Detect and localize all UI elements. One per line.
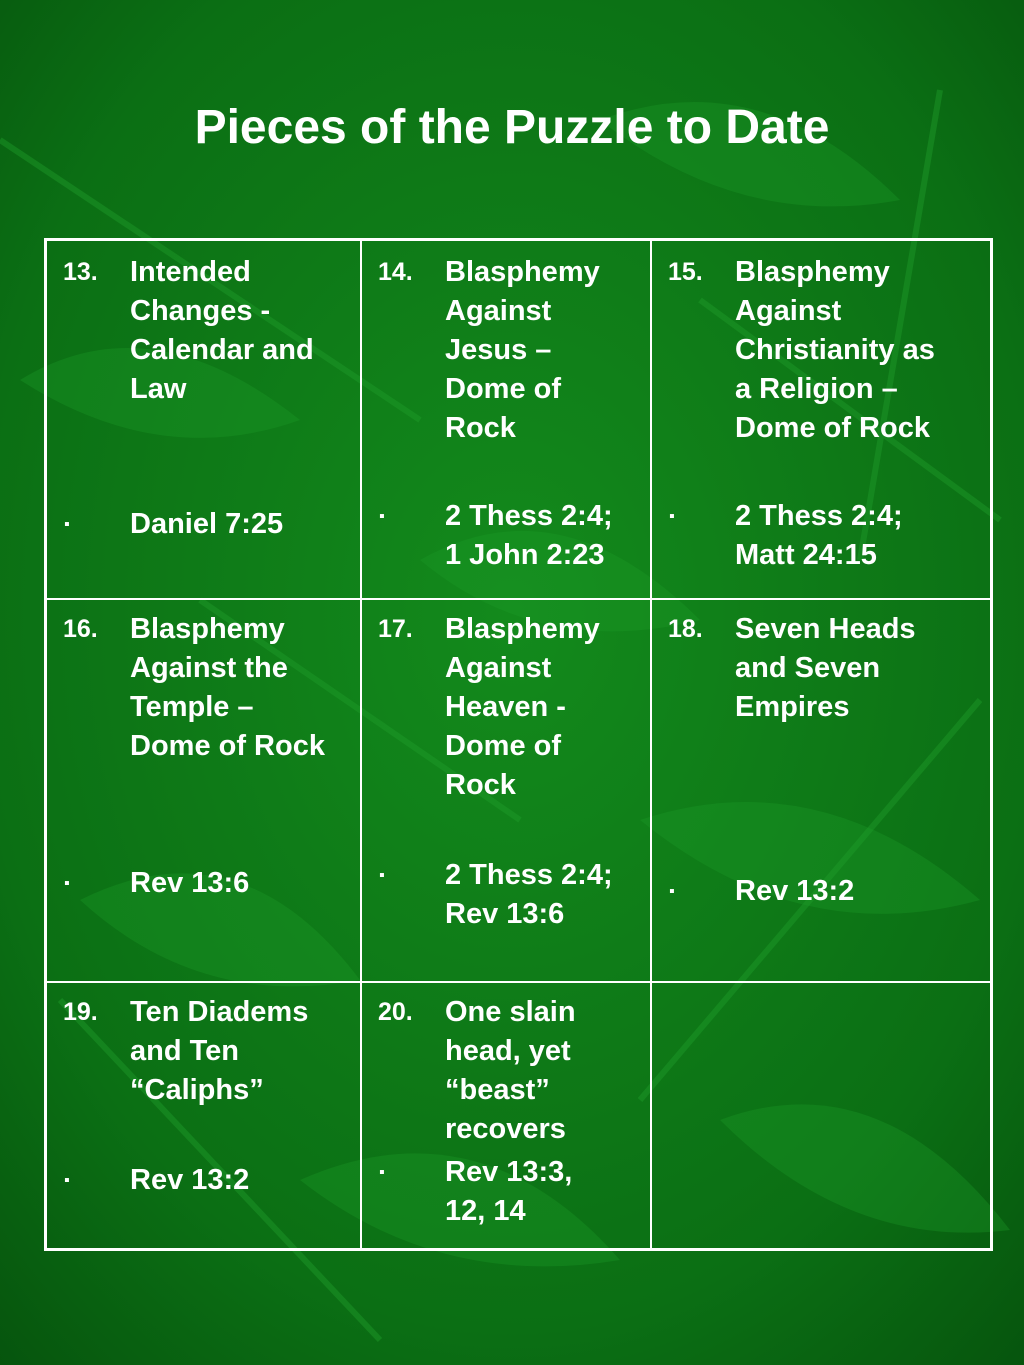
heading-line: Seven Heads [735, 613, 916, 645]
reference-line: Rev 13:2 [735, 875, 855, 907]
bullet-icon: ▪ [64, 1172, 70, 1189]
heading-line: Against the [130, 652, 288, 684]
heading-line: One slain [445, 996, 576, 1028]
bullet-icon: ▪ [669, 883, 675, 900]
heading-line: Law [130, 373, 187, 405]
heading-line: Changes - [130, 295, 271, 327]
reference-item [47, 864, 352, 903]
reference-line: 2 Thess 2:4; [445, 500, 613, 532]
table-cell [652, 241, 990, 600]
bullet-icon: ▪ [379, 508, 385, 525]
heading-line: and Ten [130, 1035, 240, 1067]
table-cell [362, 241, 652, 600]
heading-line: Dome of [445, 373, 561, 405]
list-item [47, 993, 352, 1110]
item-number: 16. [63, 615, 98, 643]
reference-line: Rev 13:2 [130, 1164, 250, 1196]
heading-line: Rock [445, 412, 516, 444]
item-number: 18. [668, 615, 703, 643]
table-cell [47, 600, 362, 983]
reference-line: Rev 13:6 [130, 867, 250, 899]
heading-line: recovers [445, 1113, 566, 1145]
heading-line: Heaven - [445, 691, 566, 723]
heading-line: Blasphemy [445, 256, 600, 288]
heading-line: Dome of Rock [130, 730, 325, 762]
heading-line: Blasphemy [130, 613, 285, 645]
heading-line: “Caliphs” [130, 1074, 264, 1106]
list-item [362, 993, 642, 1149]
heading-line: Against [445, 295, 552, 327]
reference-line: Rev 13:6 [445, 898, 565, 930]
heading-line: Blasphemy [445, 613, 600, 645]
puzzle-pieces-table [44, 238, 993, 1251]
table-cell [47, 241, 362, 600]
bullet-icon: ▪ [64, 516, 70, 533]
item-number: 19. [63, 998, 98, 1026]
page-title: Pieces of the Puzzle to Date [194, 101, 830, 154]
list-item [362, 253, 642, 448]
list-item [652, 253, 982, 448]
reference-item [47, 1161, 352, 1200]
item-number: 20. [378, 998, 413, 1026]
item-number: 15. [668, 258, 703, 286]
reference-item [362, 497, 642, 575]
heading-line: “beast” [445, 1074, 550, 1106]
heading-line: Empires [735, 691, 850, 723]
reference-line: Daniel 7:25 [130, 508, 284, 540]
bullet-icon: ▪ [669, 508, 675, 525]
heading-line: Calendar and [130, 334, 314, 366]
item-number: 14. [378, 258, 413, 286]
item-number: 13. [63, 258, 98, 286]
heading-line: Against [445, 652, 552, 684]
heading-line: Dome of Rock [735, 412, 930, 444]
bullet-icon: ▪ [64, 875, 70, 892]
table-cell [47, 983, 362, 1248]
bullet-icon: ▪ [379, 1164, 385, 1181]
reference-item [362, 1153, 642, 1231]
reference-line: 2 Thess 2:4; [735, 500, 903, 532]
heading-line: Dome of [445, 730, 561, 762]
heading-line: Jesus – [445, 334, 552, 366]
reference-item [652, 872, 982, 911]
reference-line: 1 John 2:23 [445, 539, 605, 571]
heading-line: Christianity as [735, 334, 935, 366]
reference-line: 2 Thess 2:4; [445, 859, 613, 891]
reference-line: 12, 14 [445, 1195, 526, 1227]
bullet-icon: ▪ [379, 867, 385, 884]
empty-cell [652, 983, 990, 1248]
list-item [652, 610, 982, 727]
heading-line: and Seven [735, 652, 881, 684]
table-cell [362, 600, 652, 983]
heading-line: a Religion – [735, 373, 898, 405]
heading-line: head, yet [445, 1035, 571, 1067]
heading-line: Rock [445, 769, 516, 801]
table-cell [362, 983, 652, 1248]
heading-line: Temple – [130, 691, 254, 723]
reference-item [47, 505, 352, 544]
list-item [362, 610, 642, 805]
reference-line: Matt 24:15 [735, 539, 877, 571]
heading-line: Blasphemy [735, 256, 890, 288]
list-item [47, 610, 352, 766]
heading-line: Against [735, 295, 842, 327]
reference-item [362, 856, 642, 934]
reference-item [652, 497, 982, 575]
item-number: 17. [378, 615, 413, 643]
reference-line: Rev 13:3, [445, 1156, 573, 1188]
heading-line: Intended [130, 256, 251, 288]
list-item [47, 253, 352, 409]
heading-line: Ten Diadems [130, 996, 309, 1028]
table-cell [652, 600, 990, 983]
